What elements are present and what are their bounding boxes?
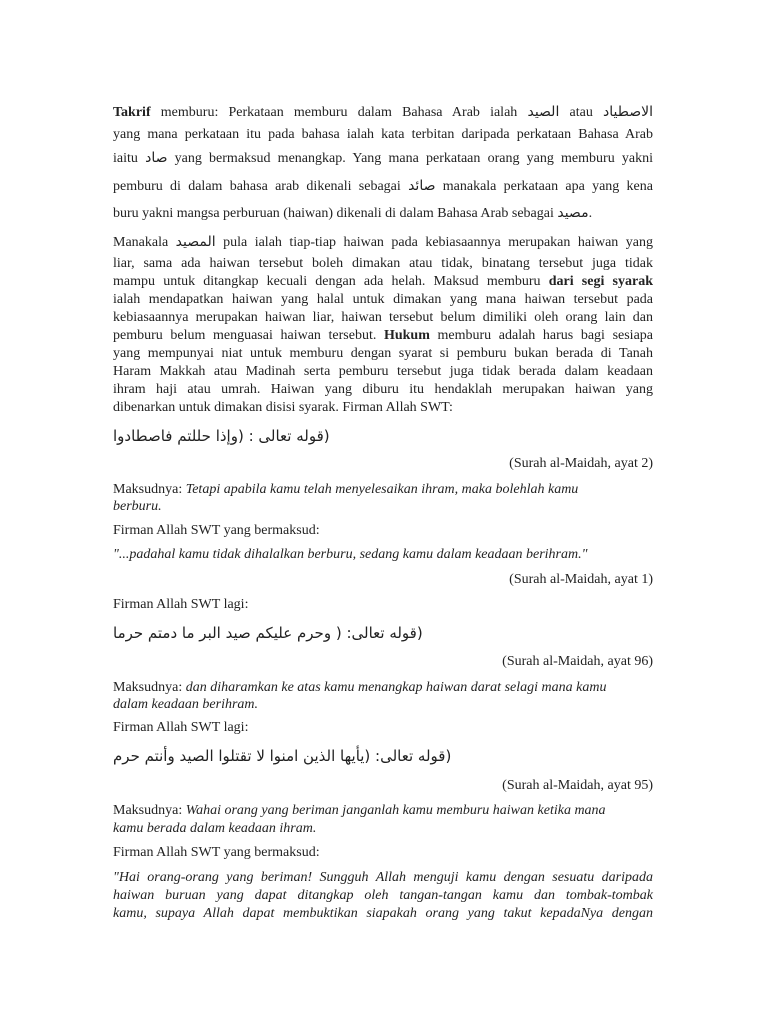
verse5-intro: Firman Allah SWT yang bermaksud: [113,845,320,860]
verse3-maksud-line-2 [113,697,258,713]
para2-line-2: liar, sama ada haiwan tersebut boleh dimakan atau tidak, binatang tersebut juga tidak [113,256,653,271]
syarak-bold: dari segi syarak [548,274,654,289]
quote-text: haiwan buruan yang dapat ditangkap oleh tangan-tangan kamu dan tombak-tombak [113,888,653,903]
para2-line-6 [113,328,653,344]
para2-text: memburu adalah harus bagi sesiapa [429,328,653,343]
maksud-label: Maksudnya: [113,680,186,695]
verse4-intro: Firman Allah SWT lagi: [113,720,249,735]
para2-line-9: ihram haji atau umrah. Haiwan yang diburu itu hendaklah merupakan haiwan yang [113,382,653,397]
verse4-maksud-line-2 [113,821,316,837]
arabic-term-al-istiyad: الاصطياد [603,104,653,120]
verse1-maksud-line-2 [113,499,162,515]
takrif-line-2: yang mana perkataan itu pada bahasa ialah kata terbitan daripada perkataan Bahasa Arab [113,127,653,142]
para2-text: pula ialah tiap-tiap haiwan pada kebiasaannya merupakan haiwan yang [215,235,653,250]
takrif-text: iaitu [113,151,146,166]
maksud-text: dan diharamkan ke atas kamu menangkap haiwan darat selagi mana kamu [185,680,607,695]
arabic-term-masid: مصيد [557,205,589,221]
verse5-line-2 [113,888,653,904]
verse3-intro: Firman Allah SWT lagi: [113,597,249,612]
verse2-intro: Firman Allah SWT yang bermaksud: [113,523,320,538]
para2-text: mampu untuk ditangkap kecuali dengan ada helah. Maksud memburu [113,274,549,289]
arabic-term-al-masid: المصيد [175,234,216,250]
maksud-text: dalam keadaan berihram. [113,697,259,712]
quote-text: kamu, supaya Allah dapat membuktikan siapakah orang yang takut kepadaNya dengan [113,906,653,921]
takrif-line-5 [113,205,592,222]
verse3-maksud-line-1 [113,680,606,696]
maksud-text: Tetapi apabila kamu telah menyelesaikan ihram, maka bolehlah kamu [185,482,579,497]
quote-text: "...padahal kamu tidak dihalalkan berburu, sedang kamu dalam keadaan berihram." [113,547,588,562]
maksud-text: berburu. [113,499,162,514]
para2-line-3 [113,274,653,290]
verse4-ref: (Surah al-Maidah, ayat 95) [502,778,653,793]
arabic-term-sada: صاد [145,150,168,166]
para2-line-5: kebiasaannya merupakan haiwan liar, haiwan tersebut belum dimiliki oleh orang lain dan [113,310,653,325]
para2-text: pemburu belum menguasai haiwan tersebut. [113,328,384,343]
takrif-text: manakala perkataan apa yang kena [435,179,653,194]
maksud-text: Wahai orang yang beriman janganlah kamu memburu haiwan ketika mana [185,803,606,818]
para2-text: Manakala [113,235,176,250]
takrif-text: pemburu di dalam bahasa arab dikenali sebagai [113,179,409,194]
takrif-text: atau [559,105,604,120]
verse5-line-3 [113,906,653,922]
quote-text: "Hai orang-orang yang beriman! Sungguh Allah menguji kamu dengan sesuatu daripada [113,870,653,885]
para2-line-10: dibenarkan untuk dimakan disisi syarak. Firman Allah SWT: [113,400,453,415]
arabic-term-said: صائد [408,178,436,194]
verse4-maksud-line-1 [113,803,606,819]
hukum-bold: Hukum [383,328,430,343]
verse5-line-1 [113,870,653,886]
verse3-arabic: (قوله تعالى: ( وحرم عليكم صيد البر ما دمتم حرما [113,624,423,642]
takrif-text: memburu: Perkataan memburu dalam Bahasa Arab ialah [150,105,528,120]
verse1-maksud-line-1 [113,482,578,498]
takrif-line-4 [113,178,653,195]
para2-line-4: ialah mendapatkan haiwan yang halal untuk dimakan yang mana haiwan tersebut pada [113,292,653,307]
takrif-line-1 [113,104,653,121]
verse1-ref: (Surah al-Maidah, ayat 2) [509,456,653,471]
maksud-label: Maksudnya: [113,482,186,497]
para2-line-7: yang mempunyai niat untuk memburu dengan syarat si pemburu bukan berada di Tanah [113,346,653,361]
takrif-text: yang bermaksud menangkap. Yang mana perkataan orang yang memburu yakni [167,151,653,166]
verse2-ref: (Surah al-Maidah, ayat 1) [509,572,653,587]
para2-line-8: Haram Makkah atau Madinah serta pemburu tersebut juga tidak berada dalam keadaan [113,364,653,379]
takrif-line-3 [113,150,653,167]
para2-line-1 [113,234,653,251]
arabic-term-al-said: الصيد [527,104,560,120]
verse4-arabic: (قوله تعالى: (يأيها الذين امنوا لا تقتلوا الصيد وأنتم حرم [113,747,452,765]
maksud-label: Maksudnya: [113,803,186,818]
takrif-text: . [588,206,593,221]
takrif-text: buru yakni mangsa perburuan (haiwan) dikenali di dalam Bahasa Arab sebagai [113,206,558,221]
maksud-text: kamu berada dalam keadaan ihram. [113,821,317,836]
takrif-term: Takrif [113,105,151,120]
verse3-ref: (Surah al-Maidah, ayat 96) [502,654,653,669]
verse2-quote [113,547,587,563]
verse1-arabic: (قوله تعالى : (وإذا حللتم فاصطادوا [113,427,330,445]
